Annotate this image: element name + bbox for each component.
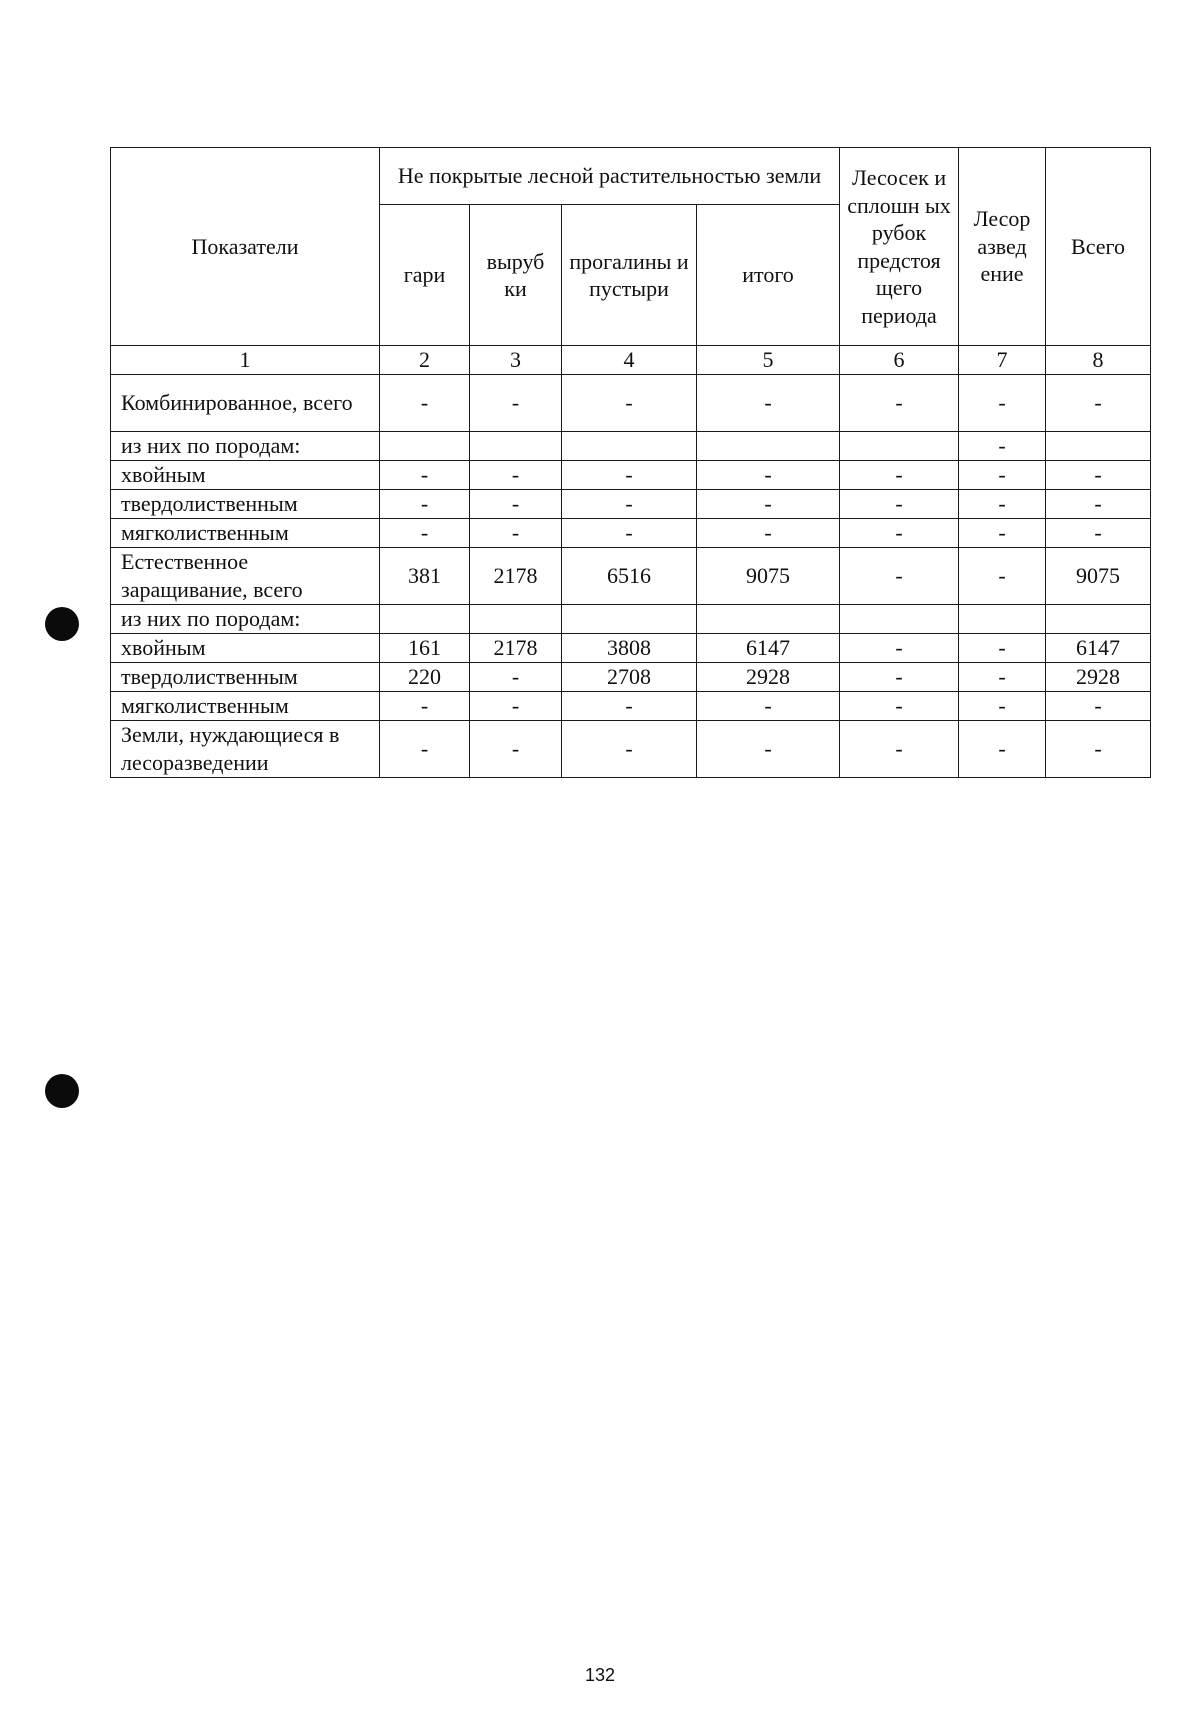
table-cell: 2178 — [470, 547, 562, 604]
header-glades-wastelands: прогалины и пустыри — [562, 205, 697, 346]
table-cell: - — [562, 374, 697, 431]
table-cell: 2708 — [562, 662, 697, 691]
column-number: 7 — [959, 346, 1046, 375]
column-number-row — [111, 346, 1151, 375]
row-label: Земли, нуждающиеся в лесоразведении — [111, 720, 380, 777]
page-number: 132 — [584, 1665, 616, 1685]
table-cell: - — [840, 691, 959, 720]
table-cell: - — [1046, 518, 1151, 547]
table-cell — [1046, 604, 1151, 633]
table-cell: - — [562, 691, 697, 720]
table-cell: 161 — [380, 633, 470, 662]
header-total: Всего — [1046, 148, 1151, 346]
table-cell: - — [959, 662, 1046, 691]
table-cell: - — [840, 489, 959, 518]
table-cell: - — [380, 374, 470, 431]
header-indicators: Показатели — [111, 148, 380, 346]
column-number: 6 — [840, 346, 959, 375]
table-cell: - — [959, 720, 1046, 777]
table-cell: - — [959, 460, 1046, 489]
row-label: мягколиственным — [111, 518, 380, 547]
table-cell — [470, 431, 562, 460]
row-label: мягколиственным — [111, 691, 380, 720]
row-label: из них по породам: — [111, 604, 380, 633]
row-label: хвойным — [111, 633, 380, 662]
table-cell: - — [562, 720, 697, 777]
table-cell — [562, 431, 697, 460]
table-cell: - — [1046, 720, 1151, 777]
table-cell: 6516 — [562, 547, 697, 604]
table-cell — [380, 604, 470, 633]
punch-hole-top — [45, 607, 79, 641]
table-cell: - — [959, 489, 1046, 518]
table-cell: 2928 — [697, 662, 840, 691]
column-number: 2 — [380, 346, 470, 375]
table-cell: - — [697, 720, 840, 777]
column-number: 3 — [470, 346, 562, 375]
table-cell: 3808 — [562, 633, 697, 662]
row-label: твердолиственным — [111, 662, 380, 691]
table-cell — [470, 604, 562, 633]
table-cell: - — [697, 518, 840, 547]
table-cell: - — [1046, 460, 1151, 489]
column-number: 1 — [111, 346, 380, 375]
table-cell: - — [840, 518, 959, 547]
table-cell: - — [470, 374, 562, 431]
table-cell: - — [1046, 374, 1151, 431]
table-cell: - — [380, 489, 470, 518]
table-row — [111, 691, 1151, 720]
table-cell: - — [840, 662, 959, 691]
table-cell: 2928 — [1046, 662, 1151, 691]
table-cell — [1046, 431, 1151, 460]
row-label: Комбинированное, всего — [111, 374, 380, 431]
table-cell — [697, 604, 840, 633]
row-label: твердолиственным — [111, 489, 380, 518]
table-row — [111, 633, 1151, 662]
table-cell: - — [959, 547, 1046, 604]
table-cell: - — [470, 691, 562, 720]
table-cell: - — [840, 547, 959, 604]
table-row — [111, 374, 1151, 431]
table-cell: - — [470, 720, 562, 777]
table-cell: - — [959, 633, 1046, 662]
table-cell: - — [380, 720, 470, 777]
header-clearcuts: выруб ки — [470, 205, 562, 346]
table-row — [111, 518, 1151, 547]
table-cell: 6147 — [1046, 633, 1151, 662]
header-reforestation: Лесор азвед ение — [959, 148, 1046, 346]
table-cell: - — [470, 662, 562, 691]
table-cell: - — [840, 633, 959, 662]
table-cell: 9075 — [1046, 547, 1151, 604]
table-cell: 9075 — [697, 547, 840, 604]
forest-lands-table — [110, 147, 1151, 778]
table-cell: - — [697, 691, 840, 720]
table-cell: - — [380, 460, 470, 489]
table-cell — [562, 604, 697, 633]
table-cell: - — [562, 460, 697, 489]
punch-hole-bottom — [45, 1074, 79, 1108]
table-cell: - — [697, 460, 840, 489]
table-row — [111, 460, 1151, 489]
table-row — [111, 662, 1151, 691]
table-cell: - — [959, 518, 1046, 547]
table-cell: - — [562, 518, 697, 547]
column-number: 4 — [562, 346, 697, 375]
table-cell — [697, 431, 840, 460]
header-non-forested-lands: Не покрытые лесной растительностью земли — [380, 148, 840, 205]
table-cell: - — [959, 431, 1046, 460]
table-cell: - — [840, 720, 959, 777]
table-cell: - — [470, 460, 562, 489]
table-cell: - — [470, 489, 562, 518]
table-cell — [959, 604, 1046, 633]
table-cell — [840, 604, 959, 633]
table-row — [111, 431, 1151, 460]
table-cell: - — [1046, 489, 1151, 518]
table-cell: 2178 — [470, 633, 562, 662]
table-cell: - — [840, 374, 959, 431]
table-row — [111, 547, 1151, 604]
table-cell: - — [1046, 691, 1151, 720]
table-cell: - — [562, 489, 697, 518]
header-subtotal: итого — [697, 205, 840, 346]
table-cell: - — [697, 374, 840, 431]
table-cell: 6147 — [697, 633, 840, 662]
table-cell: - — [470, 518, 562, 547]
table-row — [111, 489, 1151, 518]
table-cell: - — [380, 691, 470, 720]
header-burnt-areas: гари — [380, 205, 470, 346]
table-row — [111, 720, 1151, 777]
table-cell: - — [959, 374, 1046, 431]
table-cell: - — [840, 460, 959, 489]
table-cell: - — [697, 489, 840, 518]
column-number: 5 — [697, 346, 840, 375]
table-cell — [380, 431, 470, 460]
table-cell: - — [959, 691, 1046, 720]
table-cell: 381 — [380, 547, 470, 604]
table-cell: - — [380, 518, 470, 547]
header-logging-sites: Лесосек и сплошн ых рубок предстоя щего периода — [840, 148, 959, 346]
table-cell — [840, 431, 959, 460]
row-label: из них по породам: — [111, 431, 380, 460]
table-row — [111, 604, 1151, 633]
row-label: хвойным — [111, 460, 380, 489]
column-number: 8 — [1046, 346, 1151, 375]
table-cell: 220 — [380, 662, 470, 691]
row-label: Естественное заращивание, всего — [111, 547, 380, 604]
